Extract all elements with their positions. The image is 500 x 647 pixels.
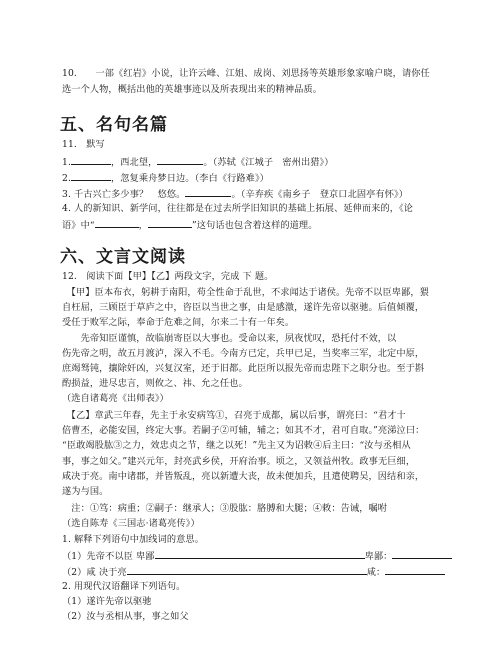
answer-blank-1b[interactable] bbox=[127, 565, 367, 575]
jia-line: 酌损益，进尽忠言，则攸之、祎、允之任也。 bbox=[62, 378, 248, 389]
q11-l2-b: ，忽复乘舟梦日边。（李白《行路难》） bbox=[110, 173, 269, 184]
q11-line-3 bbox=[62, 187, 452, 201]
q11-l3-a: 3. 千古兴亡多少事？ 悠悠。 bbox=[62, 189, 186, 200]
jia-source: （选自诸葛亮《出师表》） bbox=[62, 393, 169, 404]
yi-line: 遂为与国。 bbox=[62, 486, 109, 497]
jia-line: 先帝知臣谨慎，故临崩寄臣以大事也。受命以来，夙夜忧叹，恐托付不效，以 bbox=[62, 333, 397, 344]
answer-blank-1b-2[interactable] bbox=[385, 565, 445, 575]
q11-l1-a: 1. bbox=[62, 157, 71, 168]
q11-l1-c: 。（苏轼《江城子 密州出猎》） bbox=[203, 157, 334, 168]
q11-l5-b: ， bbox=[138, 220, 148, 231]
blank-2[interactable] bbox=[157, 155, 203, 165]
yi-line: 事，事之如父。”建兴元年，封亮武乡侯，开府治事。顷之，又领益州牧。政事无巨细， bbox=[62, 456, 416, 467]
section-6-heading: 六、文言文阅读 bbox=[60, 247, 186, 267]
blank-6[interactable] bbox=[148, 218, 192, 228]
q11-l5-c: ”这句话也包含着这样的道理。 bbox=[191, 220, 318, 231]
q11-line-5 bbox=[62, 218, 452, 232]
q11-line-4: 4. 人的新知识、新学问，往往都是在过去所学旧知识的基础上拓展、延伸而来的，《论 bbox=[62, 203, 414, 214]
q11-line-2 bbox=[62, 171, 452, 185]
blank-4[interactable] bbox=[185, 187, 231, 197]
blank-5[interactable] bbox=[95, 218, 139, 228]
q10-line-2: 选一个人物，概括出他的英雄事迹以及所表现出来的精神品质。 bbox=[62, 84, 323, 95]
sub-question-2-b: （2）汝与丞相从事，事之如父 bbox=[62, 611, 189, 622]
jia-line: 受任于败军之际，奉命于危难之间，尔来二十有一年矣。 bbox=[62, 317, 295, 328]
q12-intro: 12. 阅读下面【甲】【乙】两段文字，完成 下 题。 bbox=[62, 271, 274, 282]
q11-l5-a: 语》中“ bbox=[62, 220, 95, 231]
sub1b-prompt: （2）咸 决于亮 bbox=[62, 567, 127, 578]
q11-line-1 bbox=[62, 155, 452, 169]
jia-line: 自枉屈，三顾臣于草庐之中，咨臣以当世之事，由是感激，遂许先帝以驱驰。后值倾覆， bbox=[62, 302, 425, 313]
q11-l1-b: ，西北望， bbox=[110, 157, 158, 168]
yi-source: （选自陈寿《三国志·诸葛亮传》） bbox=[62, 518, 200, 529]
sub1a-prompt: （1）先帝不以臣 卑鄙 bbox=[62, 551, 155, 562]
blank-3[interactable] bbox=[71, 171, 111, 181]
sub-question-2-a: （1）遂许先帝以驱驰 bbox=[62, 596, 152, 607]
answer-blank-1a[interactable] bbox=[155, 549, 365, 559]
sub-question-1: 1. 解释下列语句中加线词的意思。 bbox=[62, 534, 205, 545]
jia-line: 庶竭驽钝，攘除奸凶，兴复汉室，还于旧都。此臣所以报先帝而忠陛下之职分也。至于斟 bbox=[62, 363, 425, 374]
sub1a-label: 卑鄙： bbox=[364, 551, 393, 562]
sub-question-1-b bbox=[62, 565, 452, 579]
yi-line: “臣敢竭股肱③之力，效忠贞之节，继之以死！”先主又为诏敕④后主曰：“汝与丞相从 bbox=[62, 440, 411, 451]
q11-l3-b: 。（辛弃疾《南乡子 登京口北固亭有怀》） bbox=[231, 189, 408, 200]
q11-l2-a: 2. bbox=[62, 173, 71, 184]
annotation-note: 注：①笃：病重；②嗣子：继承人；③股肱：胳膊和大腿；④敕：告诫，嘱咐 bbox=[62, 503, 388, 514]
answer-blank-1a-2[interactable] bbox=[392, 549, 452, 559]
q11-title: 11. 默写 bbox=[62, 139, 105, 150]
sub-question-1-a bbox=[62, 549, 452, 563]
jia-line: 【甲】臣本布衣，躬耕于南阳，苟全性命于乱世，不求闻达于诸侯。先帝不以臣卑鄙，猥 bbox=[62, 287, 429, 298]
q10-line-1: 10. 一部《红岩》小说，让许云峰、江姐、成岗、刘思扬等英雄形象家喻户晓，请你任 bbox=[62, 68, 430, 79]
blank-1[interactable] bbox=[71, 155, 111, 165]
section-5-heading: 五、名句名篇 bbox=[60, 115, 168, 135]
yi-line: 倍曹丕，必能安国，终定大事。若嗣子②可辅，辅之；如其不才，君可自取。”亮涕泣曰： bbox=[62, 425, 425, 436]
yi-line: 【乙】章武三年春，先主于永安病笃①，召亮于成都，属以后事，谓亮曰：“君才十 bbox=[62, 410, 406, 421]
sub1b-label: 咸： bbox=[366, 567, 386, 578]
yi-line: 咸决于亮。南中诸郡，并皆叛乱，亮以新遭大丧，故未便加兵，且遣使聘吴，因结和亲， bbox=[62, 471, 425, 482]
sub-question-2: 2. 用现代汉语翻译下列语句。 bbox=[62, 581, 186, 592]
jia-line: 伤先帝之明，故五月渡泸，深入不毛。今南方已定，兵甲已足，当奖率三军，北定中原， bbox=[62, 348, 425, 359]
